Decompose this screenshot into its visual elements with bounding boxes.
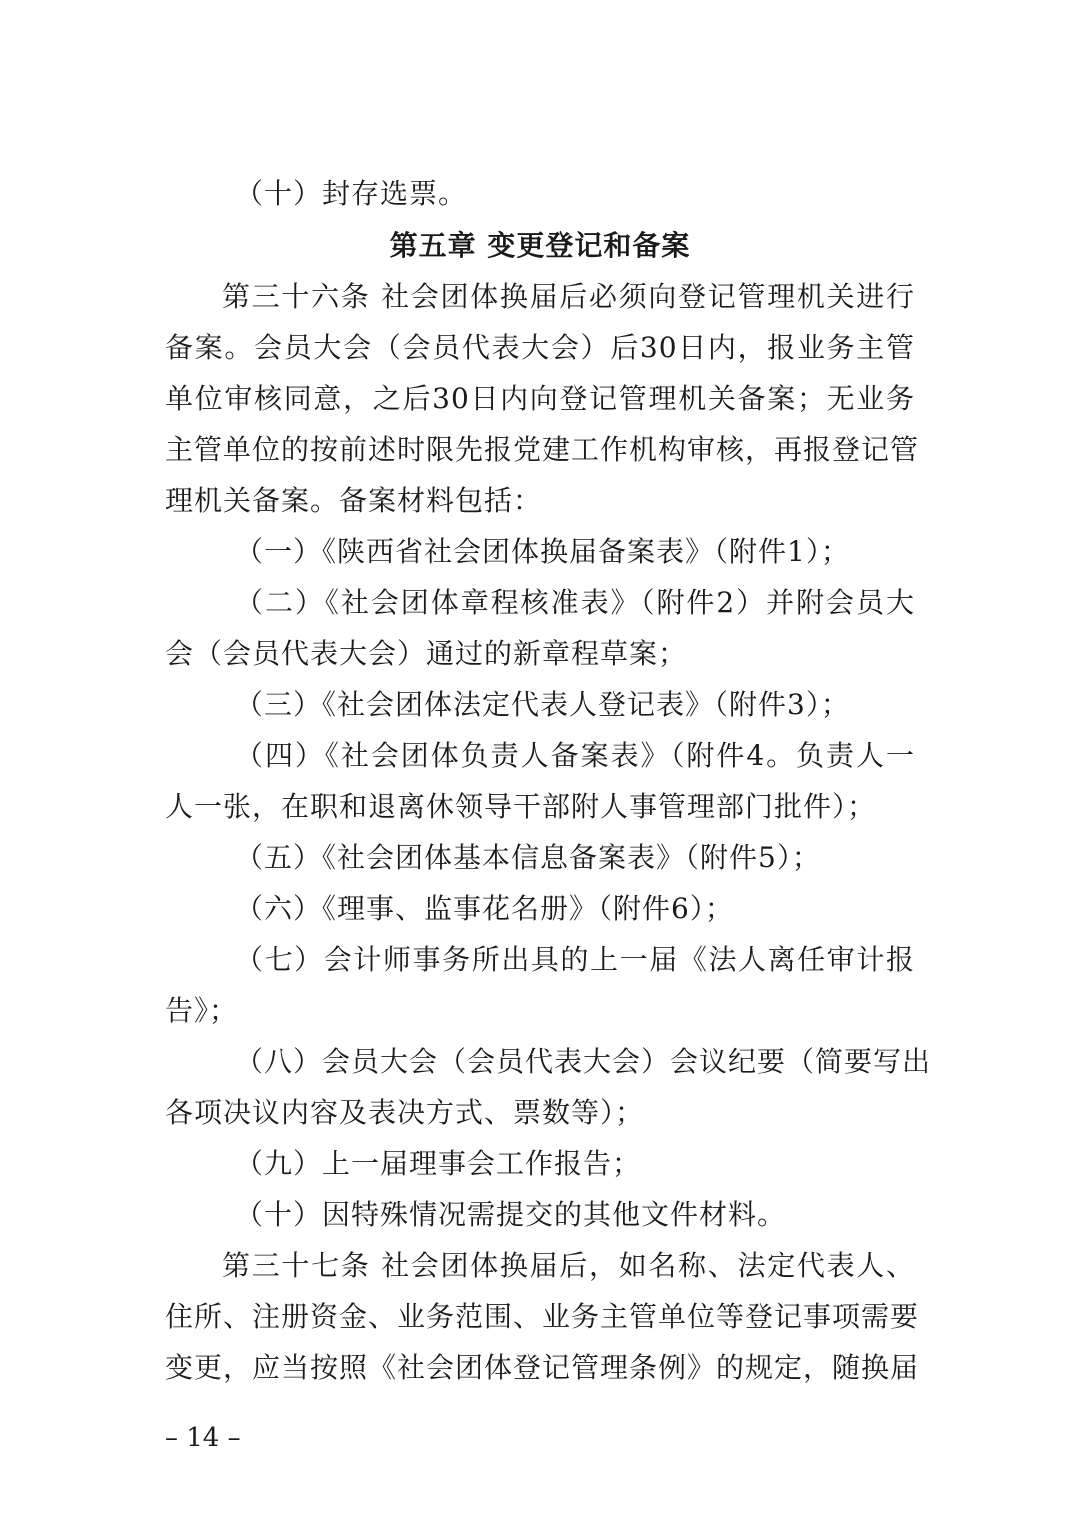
list-item-2-line-2: 会（会员代表大会）通过的新章程草案； xyxy=(165,637,688,670)
list-item-4-line-1: （四）《社会团体负责人备案表》（附件4。负责人一 xyxy=(235,739,915,772)
chapter-title: 第五章 变更登记和备案 xyxy=(389,229,691,262)
list-item-4-line-2: 人一张，在职和退离休领导干部附人事管理部门批件）； xyxy=(165,790,877,823)
article-37-line-3: 变更，应当按照《社会团体登记管理条例》的规定，随换届 xyxy=(165,1351,920,1384)
list-item-10: （十）因特殊情况需提交的其他文件材料。 xyxy=(235,1198,787,1231)
list-item-7-line-1: （七）会计师事务所出具的上一届《法人离任审计报 xyxy=(235,943,915,976)
list-item-8-line-1: （八）会员大会（会员代表大会）会议纪要（简要写出 xyxy=(235,1045,932,1078)
list-item-1: （一）《陕西省社会团体换届备案表》（附件1）； xyxy=(235,535,850,568)
list-item-3: （三）《社会团体法定代表人登记表》（附件3）； xyxy=(235,688,850,721)
article-36-line-2: 备案。会员大会（会员代表大会）后30日内，报业务主管 xyxy=(165,331,915,364)
list-item-8-line-2: 各项决议内容及表决方式、票数等）； xyxy=(165,1096,645,1129)
article-36-line-3: 单位审核同意，之后30日内向登记管理机关备案；无业务 xyxy=(165,382,915,415)
list-item-5: （五）《社会团体基本信息备案表》（附件5）； xyxy=(235,841,821,874)
article-37-line-2: 住所、注册资金、业务范围、业务主管单位等登记事项需要 xyxy=(165,1300,920,1333)
article-37-line-1: 第三十七条 社会团体换届后，如名称、法定代表人、 xyxy=(222,1249,915,1282)
article-36-line-1: 第三十六条 社会团体换届后必须向登记管理机关进行 xyxy=(222,280,915,313)
article-36-line-5: 理机关备案。备案材料包括： xyxy=(165,484,543,517)
text-line-item-10-seal-ballots: （十）封存选票。 xyxy=(235,177,468,210)
list-item-9: （九）上一届理事会工作报告； xyxy=(235,1147,642,1180)
list-item-7-line-2: 告》； xyxy=(165,994,239,1027)
page-number: – 14 – xyxy=(165,1423,241,1453)
list-item-2-line-1: （二）《社会团体章程核准表》（附件2）并附会员大 xyxy=(235,586,915,619)
list-item-6: （六）《理事、监事花名册》（附件6）； xyxy=(235,892,734,925)
article-36-line-4: 主管单位的按前述时限先报党建工作机构审核，再报登记管 xyxy=(165,433,920,466)
